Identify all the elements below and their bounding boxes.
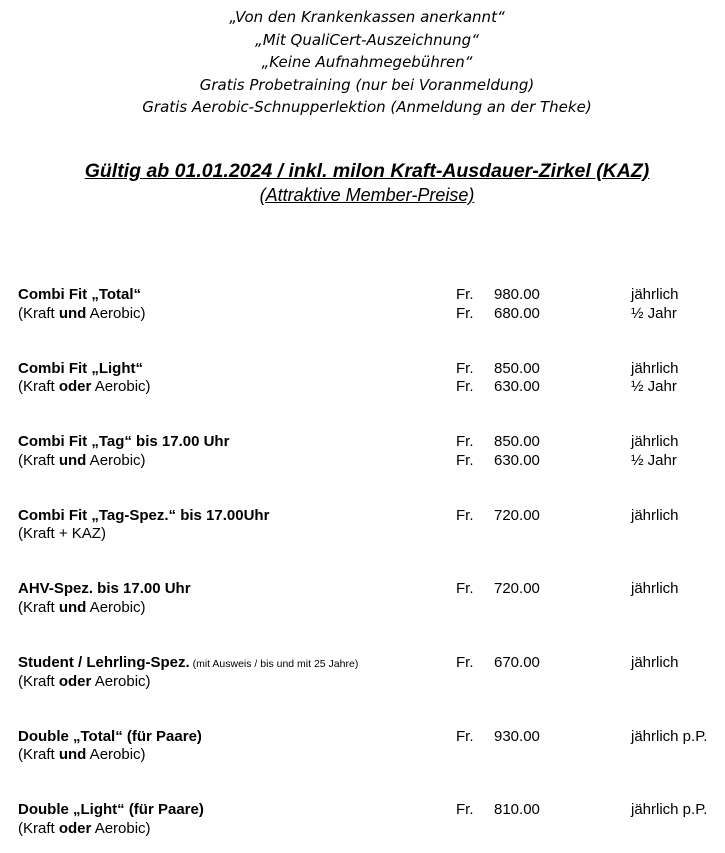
entry-name-column (18, 507, 269, 544)
price-period: jährlich (631, 654, 679, 671)
currency-label: Fr. (456, 378, 474, 395)
period-column (631, 580, 679, 599)
price-entry (0, 507, 725, 551)
currency-column (456, 654, 474, 673)
currency-label: Fr. (456, 451, 474, 469)
entry-subtitle (18, 820, 204, 839)
amount-column (494, 580, 540, 599)
price-amount: 670.00 (494, 654, 540, 671)
intro-line: „Von den Krankenkassen anerkannt“ (229, 8, 505, 26)
entry-subtitle-text: (Kraft (18, 378, 59, 395)
entry-title-text: Combi Fit „Total“ (18, 286, 142, 303)
entry-name-column (18, 433, 229, 470)
price-amount: 630.00 (494, 378, 540, 395)
entry-subtitle-text: Aerobic) (91, 819, 151, 837)
entry-subtitle-text: (Kraft + KAZ) (18, 525, 106, 542)
amount-column (494, 433, 540, 470)
entry-subtitle-emphasis: und (58, 304, 87, 322)
entry-title (18, 580, 191, 599)
currency-column (456, 286, 474, 323)
entry-subtitle (18, 378, 151, 397)
currency-label: Fr. (456, 654, 474, 671)
period-column (631, 654, 679, 673)
entry-subtitle (18, 525, 269, 544)
entry-name-column (18, 654, 358, 691)
price-period: jährlich (631, 506, 679, 524)
price-period: jährlich p.P. (631, 727, 708, 745)
period-column (631, 728, 707, 747)
entry-subtitle-emphasis: und (58, 598, 87, 616)
member-prices-subheadline: (Attraktive Member-Preise) (259, 185, 475, 205)
entry-subtitle-text: Aerobic) (91, 672, 151, 690)
entry-subtitle-text: (Kraft (18, 672, 59, 690)
amount-column (494, 654, 540, 673)
entry-name-column (18, 360, 151, 397)
period-column (631, 507, 679, 526)
price-amount: 720.00 (494, 506, 540, 524)
currency-column (456, 728, 474, 747)
entry-subtitle (18, 746, 202, 765)
entry-subtitle-emphasis: oder (58, 378, 92, 395)
amount-column (494, 728, 540, 747)
price-amount: 980.00 (494, 286, 540, 303)
entry-subtitle-emphasis: oder (58, 819, 92, 837)
entry-subtitle (18, 673, 358, 692)
currency-label: Fr. (456, 727, 474, 745)
currency-label: Fr. (456, 580, 474, 597)
period-column (631, 286, 679, 323)
price-entry (0, 728, 725, 772)
entry-subtitle-text: Aerobic) (86, 598, 146, 616)
price-period: jährlich (631, 359, 679, 377)
intro-line: Gratis Probetraining (nur bei Voranmeldung) (199, 75, 535, 94)
intro-text (0, 6, 725, 119)
entry-title-text: Double „Total“ (für Paare) (18, 727, 202, 745)
amount-column (494, 286, 540, 323)
validity-headline: Gültig ab 01.01.2024 / inkl. milon Kraft-Ausdauer-Zirkel (KAZ) (84, 160, 650, 182)
currency-label: Fr. (456, 286, 474, 303)
entry-subtitle (18, 452, 229, 471)
intro-line: „Keine Aufnahmegebühren“ (261, 53, 473, 71)
currency-label: Fr. (456, 359, 474, 377)
entry-subtitle-text: (Kraft (18, 451, 59, 469)
entry-title (18, 728, 202, 747)
currency-column (456, 433, 474, 470)
entry-subtitle (18, 305, 146, 324)
entry-subtitle-emphasis: und (58, 746, 87, 763)
entry-subtitle-text: (Kraft (18, 598, 59, 616)
price-entry (0, 580, 725, 624)
price-period: ½ Jahr (631, 378, 677, 395)
entry-title-text: Combi Fit „Tag-Spez.“ bis 17.00Uhr (18, 506, 270, 524)
currency-column (456, 360, 474, 397)
price-amount: 850.00 (494, 359, 540, 377)
entry-subtitle (18, 599, 191, 618)
price-period: jährlich (631, 433, 679, 450)
entry-name-column (18, 580, 191, 617)
price-entry (0, 286, 725, 330)
price-amount: 850.00 (494, 433, 540, 450)
entry-title (18, 507, 269, 526)
amount-column (494, 360, 540, 397)
price-period: ½ Jahr (631, 451, 677, 469)
currency-column (456, 580, 474, 599)
amount-column (494, 801, 540, 820)
entry-subtitle-text: (Kraft (18, 819, 59, 837)
price-entry (0, 433, 725, 477)
price-period: jährlich p.P. (631, 801, 708, 818)
entry-name-column (18, 286, 146, 323)
entry-title-text: Combi Fit „Tag“ bis 17.00 Uhr (18, 433, 230, 450)
entry-subtitle-text: (Kraft (18, 304, 59, 322)
currency-column (456, 507, 474, 526)
entry-subtitle-text: (Kraft (18, 746, 59, 763)
entry-title (18, 360, 151, 379)
intro-line: Gratis Aerobic-Schnupperlektion (Anmeldung an der Theke) (142, 98, 592, 116)
price-period: ½ Jahr (631, 304, 677, 322)
entry-title-text: Combi Fit „Light“ (18, 359, 143, 377)
price-amount: 810.00 (494, 801, 540, 818)
entry-title-text: AHV-Spez. bis 17.00 Uhr (18, 580, 191, 597)
entry-title-text: Double „Light“ (für Paare) (18, 801, 204, 818)
entry-title-text: Student / Lehrling-Spez. (18, 654, 190, 671)
price-amount: 630.00 (494, 451, 540, 469)
entry-name-column (18, 801, 204, 838)
entry-note: (mit Ausweis / bis und mit 25 Jahre) (189, 658, 359, 670)
entry-title (18, 433, 229, 452)
price-amount: 930.00 (494, 727, 540, 745)
entry-subtitle-emphasis: und (58, 451, 87, 469)
currency-label: Fr. (456, 801, 474, 818)
price-amount: 680.00 (494, 304, 540, 322)
entry-name-column (18, 728, 202, 765)
price-period: jährlich (631, 286, 679, 303)
entry-subtitle-emphasis: oder (58, 672, 92, 690)
currency-label: Fr. (456, 304, 474, 322)
price-entry (0, 654, 725, 698)
period-column (631, 360, 679, 397)
intro-line: „Mit QualiCert-Auszeichnung“ (255, 30, 479, 49)
currency-column (456, 801, 474, 820)
entry-title (18, 286, 146, 305)
currency-label: Fr. (456, 433, 474, 450)
amount-column (494, 507, 540, 526)
period-column (631, 433, 679, 470)
entry-title (18, 654, 358, 673)
entry-subtitle-text: Aerobic) (86, 304, 146, 322)
price-entry (0, 360, 725, 404)
currency-label: Fr. (456, 506, 474, 524)
price-amount: 720.00 (494, 580, 540, 597)
entry-title (18, 801, 204, 820)
price-period: jährlich (631, 580, 679, 597)
period-column (631, 801, 707, 820)
entry-subtitle-text: Aerobic) (86, 451, 146, 469)
entry-subtitle-text: Aerobic) (86, 746, 146, 763)
price-entry (0, 801, 725, 845)
entry-subtitle-text: Aerobic) (91, 378, 151, 395)
